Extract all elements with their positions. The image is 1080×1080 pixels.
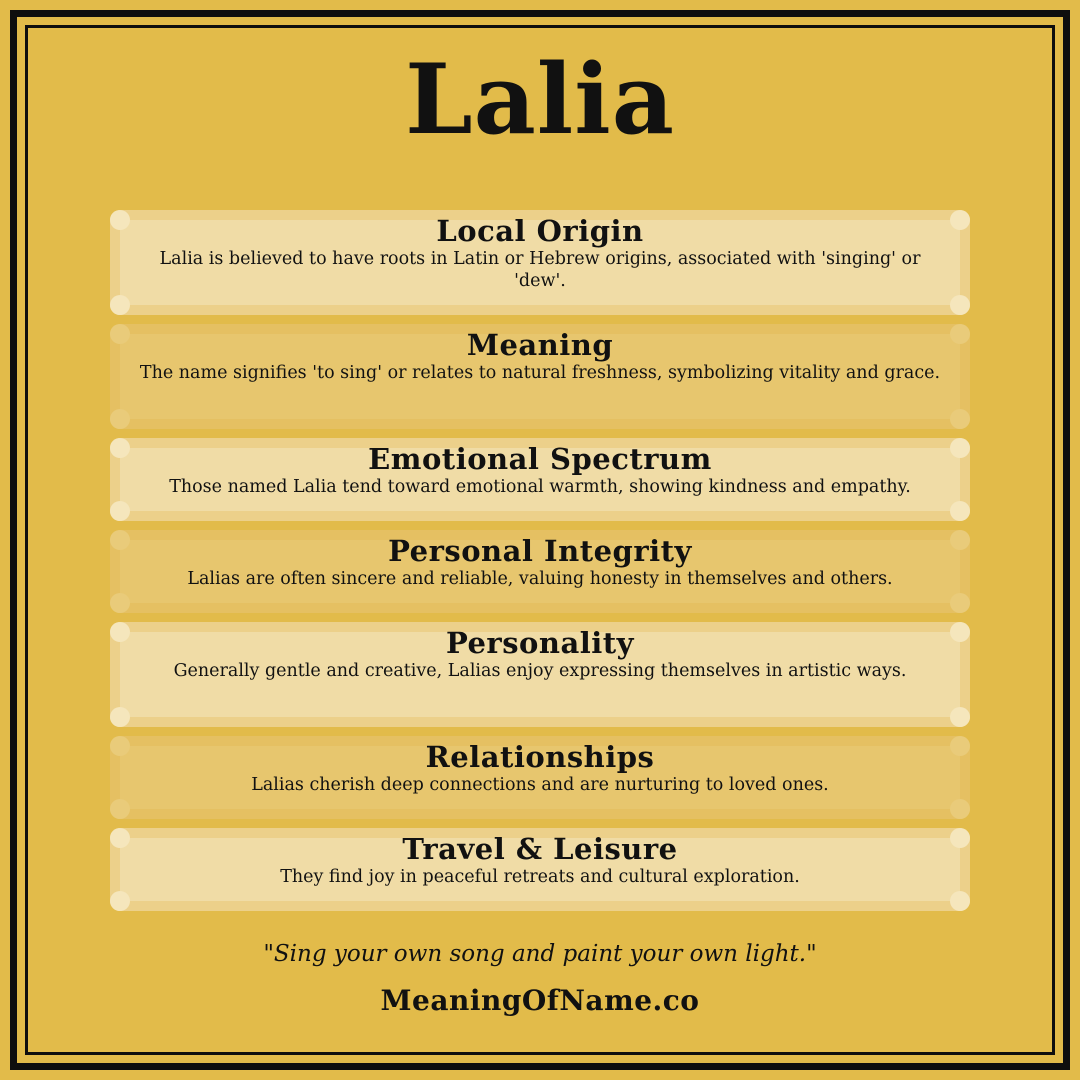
corner-dot: [110, 295, 130, 315]
corner-dot: [950, 438, 970, 458]
corner-dot: [950, 828, 970, 848]
site-name: MeaningOfName.co: [380, 984, 700, 1017]
corner-dot: [110, 622, 130, 642]
card-text: Lalias cherish deep connections and are nurturing to loved ones.: [251, 775, 829, 795]
corner-dot: [110, 707, 130, 727]
name-title: Lalia: [405, 43, 675, 156]
card-emotional-spectrum: [110, 438, 970, 521]
card-personality: [110, 622, 970, 727]
card-heading: Personal Integrity: [388, 534, 692, 568]
corner-dot: [950, 530, 970, 550]
corner-dot: [110, 530, 130, 550]
card-heading: Meaning: [466, 328, 614, 362]
corner-dot: [950, 622, 970, 642]
corner-dot: [110, 409, 130, 429]
corner-dot: [950, 210, 970, 230]
quote: "Sing your own song and paint your own light.": [263, 941, 817, 967]
corner-dot: [110, 828, 130, 848]
card-text: Generally gentle and creative, Lalias enjoy expressing themselves in artistic ways.: [173, 661, 907, 681]
corner-dot: [950, 736, 970, 756]
card-travel-leisure: [110, 828, 970, 911]
corner-dot: [110, 593, 130, 613]
corner-dot: [110, 438, 130, 458]
corner-dot: [110, 799, 130, 819]
card-text: The name signifies 'to sing' or relates to natural freshness, symbolizing vitality and grace.: [139, 363, 941, 383]
corner-dot: [110, 210, 130, 230]
corner-dot: [950, 324, 970, 344]
card-text: Those named Lalia tend toward emotional warmth, showing kindness and empathy.: [169, 477, 911, 497]
card-meaning: [110, 324, 970, 429]
card-heading: Local Origin: [436, 214, 644, 248]
card-heading: Emotional Spectrum: [368, 442, 712, 476]
corner-dot: [950, 799, 970, 819]
card-text: They find joy in peaceful retreats and cultural exploration.: [280, 867, 800, 887]
card-text: Lalia is believed to have roots in Latin or Hebrew origins, associated with 'singing' or 'dew'.: [159, 249, 921, 291]
card-local-origin: [110, 210, 970, 315]
corner-dot: [110, 891, 130, 911]
corner-dot: [110, 736, 130, 756]
corner-dot: [110, 501, 130, 521]
card-relationships: [110, 736, 970, 819]
card-personal-integrity: [110, 530, 970, 613]
card-text: Lalias are often sincere and reliable, valuing honesty in themselves and others.: [187, 569, 893, 589]
corner-dot: [950, 891, 970, 911]
corner-dot: [110, 324, 130, 344]
card-heading: Travel & Leisure: [402, 832, 678, 866]
corner-dot: [950, 409, 970, 429]
corner-dot: [950, 707, 970, 727]
card-heading: Relationships: [425, 740, 655, 774]
card-heading: Personality: [445, 626, 635, 660]
corner-dot: [950, 295, 970, 315]
corner-dot: [950, 593, 970, 613]
corner-dot: [950, 501, 970, 521]
